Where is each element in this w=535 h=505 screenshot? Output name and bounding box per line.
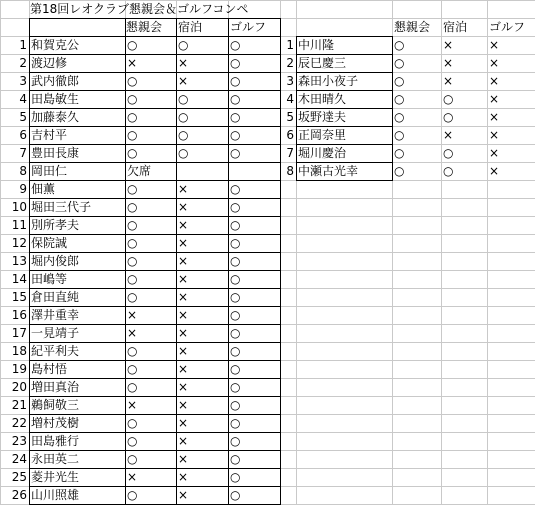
- member-name[interactable]: 山川照雄: [31, 488, 80, 502]
- member-name[interactable]: 永田英二: [31, 452, 80, 466]
- konshinkai-mark[interactable]: ○: [127, 272, 138, 286]
- shukuhaku-mark[interactable]: ○: [178, 92, 189, 106]
- member-name[interactable]: 中川隆: [298, 38, 335, 52]
- shukuhaku-mark[interactable]: [177, 162, 228, 180]
- konshinkai-mark[interactable]: ○: [127, 38, 138, 52]
- member-name[interactable]: 菱井光生: [31, 470, 80, 484]
- golf-mark[interactable]: [229, 162, 280, 180]
- row-number[interactable]: 10: [11, 200, 27, 214]
- golf-mark[interactable]: ○: [230, 452, 241, 466]
- shukuhaku-mark[interactable]: ○: [178, 110, 189, 124]
- row-number[interactable]: 13: [11, 254, 27, 268]
- golf-mark[interactable]: ×: [489, 92, 500, 106]
- row-number[interactable]: 7: [286, 146, 294, 160]
- golf-mark[interactable]: ×: [489, 164, 500, 178]
- shukuhaku-mark[interactable]: ×: [178, 362, 189, 376]
- row-number[interactable]: 7: [19, 146, 27, 160]
- konshinkai-mark[interactable]: ○: [127, 182, 138, 196]
- row-number[interactable]: 4: [19, 92, 27, 106]
- shukuhaku-mark[interactable]: ○: [178, 128, 189, 142]
- golf-mark[interactable]: ○: [230, 200, 241, 214]
- member-name[interactable]: 正岡奈里: [298, 128, 347, 142]
- row-number[interactable]: 3: [19, 74, 27, 88]
- row-number[interactable]: 6: [19, 128, 27, 142]
- shukuhaku-mark[interactable]: ×: [178, 416, 189, 430]
- golf-mark[interactable]: ○: [230, 110, 241, 124]
- konshinkai-mark[interactable]: ○: [127, 290, 138, 304]
- shukuhaku-mark[interactable]: ×: [178, 452, 189, 466]
- golf-mark[interactable]: ○: [230, 92, 241, 106]
- row-number[interactable]: 11: [11, 218, 27, 232]
- member-name[interactable]: 辰巳慶三: [298, 56, 347, 70]
- row-number[interactable]: 25: [11, 470, 27, 484]
- golf-mark[interactable]: ○: [230, 182, 241, 196]
- row-number[interactable]: 18: [11, 344, 27, 358]
- konshinkai-mark[interactable]: ○: [394, 164, 405, 178]
- shukuhaku-mark[interactable]: ×: [178, 398, 189, 412]
- golf-mark[interactable]: ○: [230, 74, 241, 88]
- header-shukuhaku-right[interactable]: 宿泊: [443, 20, 468, 34]
- row-number[interactable]: 3: [286, 74, 294, 88]
- member-name[interactable]: 田嶋等: [31, 272, 68, 286]
- row-number[interactable]: 22: [11, 416, 27, 430]
- member-name[interactable]: 中瀬古光幸: [298, 164, 359, 178]
- member-name[interactable]: 田島雅行: [31, 434, 80, 448]
- row-number[interactable]: 2: [286, 56, 294, 70]
- member-name[interactable]: 和賀克公: [31, 38, 80, 52]
- member-name[interactable]: 紀平利夫: [31, 344, 80, 358]
- member-name[interactable]: 保院誠: [31, 236, 68, 250]
- golf-mark[interactable]: ○: [230, 488, 241, 502]
- row-number[interactable]: 19: [11, 362, 27, 376]
- member-name[interactable]: 鵜飼敬三: [31, 398, 80, 412]
- member-name[interactable]: 佃薫: [31, 182, 56, 196]
- row-number[interactable]: 12: [11, 236, 27, 250]
- konshinkai-mark[interactable]: ×: [127, 470, 138, 484]
- konshinkai-mark[interactable]: ○: [127, 110, 138, 124]
- member-name[interactable]: 田島敏生: [31, 92, 80, 106]
- shukuhaku-mark[interactable]: ×: [178, 182, 189, 196]
- golf-mark[interactable]: ○: [230, 434, 241, 448]
- member-name[interactable]: 堀田三代子: [31, 200, 92, 214]
- konshinkai-mark[interactable]: ○: [127, 146, 138, 160]
- konshinkai-mark[interactable]: ○: [127, 218, 138, 232]
- konshinkai-mark[interactable]: ○: [127, 92, 138, 106]
- member-name[interactable]: 武内徹郎: [31, 74, 80, 88]
- konshinkai-mark[interactable]: ×: [127, 308, 138, 322]
- member-name[interactable]: 倉田直純: [31, 290, 80, 304]
- golf-mark[interactable]: ○: [230, 128, 241, 142]
- konshinkai-mark[interactable]: ×: [127, 56, 138, 70]
- member-name[interactable]: 一見靖子: [31, 326, 80, 340]
- golf-mark[interactable]: ○: [230, 308, 241, 322]
- row-number[interactable]: 6: [286, 128, 294, 142]
- shukuhaku-mark[interactable]: ×: [178, 488, 189, 502]
- row-number[interactable]: 16: [11, 308, 27, 322]
- golf-mark[interactable]: ○: [230, 38, 241, 52]
- member-name[interactable]: 坂野達夫: [298, 110, 347, 124]
- konshinkai-mark[interactable]: ○: [394, 92, 405, 106]
- golf-mark[interactable]: ×: [489, 128, 500, 142]
- header-shukuhaku-left[interactable]: 宿泊: [178, 20, 203, 34]
- shukuhaku-mark[interactable]: ×: [178, 290, 189, 304]
- konshinkai-mark[interactable]: ○: [127, 380, 138, 394]
- row-number[interactable]: 4: [286, 92, 294, 106]
- shukuhaku-mark[interactable]: ×: [178, 200, 189, 214]
- member-name[interactable]: 澤井重幸: [31, 308, 80, 322]
- golf-mark[interactable]: ×: [489, 110, 500, 124]
- shukuhaku-mark[interactable]: ×: [178, 308, 189, 322]
- shukuhaku-mark[interactable]: ×: [178, 344, 189, 358]
- sheet-title[interactable]: 第18回レオクラブ懇親会＆ゴルフコンペ: [30, 2, 249, 16]
- shukuhaku-mark[interactable]: ○: [178, 146, 189, 160]
- golf-mark[interactable]: ×: [489, 74, 500, 88]
- golf-mark[interactable]: ○: [230, 344, 241, 358]
- shukuhaku-mark[interactable]: ○: [443, 92, 454, 106]
- row-number[interactable]: 26: [11, 488, 27, 502]
- row-number[interactable]: 14: [11, 272, 27, 286]
- header-golf-right[interactable]: ゴルフ: [489, 20, 526, 34]
- row-number[interactable]: 2: [19, 56, 27, 70]
- member-name[interactable]: 堀内俊郎: [31, 254, 80, 268]
- konshinkai-mark[interactable]: ○: [394, 146, 405, 160]
- konshinkai-mark[interactable]: ○: [394, 110, 405, 124]
- member-name[interactable]: 島村悟: [31, 362, 68, 376]
- shukuhaku-mark[interactable]: ×: [178, 434, 189, 448]
- shukuhaku-mark[interactable]: ×: [178, 56, 189, 70]
- member-name[interactable]: 木田晴久: [298, 92, 347, 106]
- row-number[interactable]: 1: [19, 38, 27, 52]
- konshinkai-mark[interactable]: ×: [127, 398, 138, 412]
- shukuhaku-mark[interactable]: ×: [443, 56, 454, 70]
- golf-mark[interactable]: ○: [230, 290, 241, 304]
- shukuhaku-mark[interactable]: ×: [178, 254, 189, 268]
- member-name[interactable]: 増村茂樹: [31, 416, 80, 430]
- shukuhaku-mark[interactable]: ×: [178, 218, 189, 232]
- member-name[interactable]: 渡辺修: [31, 56, 68, 70]
- golf-mark[interactable]: ×: [489, 146, 500, 160]
- header-golf-left[interactable]: ゴルフ: [230, 20, 267, 34]
- golf-mark[interactable]: ○: [230, 380, 241, 394]
- member-name[interactable]: 別所孝夫: [31, 218, 80, 232]
- konshinkai-mark[interactable]: ○: [127, 236, 138, 250]
- row-number[interactable]: 8: [19, 164, 27, 178]
- konshinkai-mark[interactable]: ○: [127, 452, 138, 466]
- row-number[interactable]: 23: [11, 434, 27, 448]
- konshinkai-mark[interactable]: ○: [394, 74, 405, 88]
- shukuhaku-mark[interactable]: ○: [443, 110, 454, 124]
- golf-mark[interactable]: ○: [230, 398, 241, 412]
- shukuhaku-mark[interactable]: ×: [443, 38, 454, 52]
- header-konshinkai-left[interactable]: 懇親会: [126, 20, 163, 34]
- row-number[interactable]: 9: [19, 182, 27, 196]
- shukuhaku-mark[interactable]: ○: [443, 146, 454, 160]
- row-number[interactable]: 8: [286, 164, 294, 178]
- konshinkai-mark[interactable]: ○: [127, 254, 138, 268]
- shukuhaku-mark[interactable]: ×: [178, 236, 189, 250]
- member-name[interactable]: 吉村平: [31, 128, 68, 142]
- konshinkai-mark[interactable]: ○: [127, 362, 138, 376]
- row-number[interactable]: 15: [11, 290, 27, 304]
- member-name[interactable]: 堀川慶治: [298, 146, 347, 160]
- member-name[interactable]: 森田小夜子: [298, 74, 359, 88]
- golf-mark[interactable]: ○: [230, 146, 241, 160]
- konshinkai-mark[interactable]: ○: [127, 416, 138, 430]
- border-horizontal: [296, 180, 393, 181]
- row-number[interactable]: 5: [286, 110, 294, 124]
- member-name[interactable]: 加藤泰久: [31, 110, 80, 124]
- golf-mark[interactable]: ×: [489, 56, 500, 70]
- golf-mark[interactable]: ○: [230, 272, 241, 286]
- golf-mark[interactable]: ×: [489, 38, 500, 52]
- konshinkai-mark[interactable]: 欠席: [127, 164, 152, 178]
- shukuhaku-mark[interactable]: ×: [443, 74, 454, 88]
- golf-mark[interactable]: ○: [230, 470, 241, 484]
- golf-mark[interactable]: ○: [230, 236, 241, 250]
- shukuhaku-mark[interactable]: ×: [178, 380, 189, 394]
- member-name[interactable]: 増田真治: [31, 380, 80, 394]
- row-number[interactable]: 1: [286, 38, 294, 52]
- shukuhaku-mark[interactable]: ×: [178, 470, 189, 484]
- konshinkai-mark[interactable]: ○: [394, 56, 405, 70]
- member-name[interactable]: 豊田長康: [31, 146, 80, 160]
- golf-mark[interactable]: ○: [230, 254, 241, 268]
- member-name[interactable]: 岡田仁: [31, 164, 68, 178]
- shukuhaku-mark[interactable]: ×: [178, 272, 189, 286]
- golf-mark[interactable]: ○: [230, 326, 241, 340]
- konshinkai-mark[interactable]: ○: [127, 344, 138, 358]
- shukuhaku-mark[interactable]: ×: [178, 326, 189, 340]
- konshinkai-mark[interactable]: ○: [127, 434, 138, 448]
- golf-mark[interactable]: ○: [230, 362, 241, 376]
- row-number[interactable]: 5: [19, 110, 27, 124]
- konshinkai-mark[interactable]: ○: [127, 200, 138, 214]
- row-number[interactable]: 24: [11, 452, 27, 466]
- golf-mark[interactable]: ○: [230, 416, 241, 430]
- header-konshinkai-right[interactable]: 懇親会: [394, 20, 431, 34]
- konshinkai-mark[interactable]: ○: [127, 488, 138, 502]
- row-number[interactable]: 17: [11, 326, 27, 340]
- shukuhaku-mark[interactable]: ○: [443, 164, 454, 178]
- shukuhaku-mark[interactable]: ×: [178, 74, 189, 88]
- konshinkai-mark[interactable]: ×: [127, 326, 138, 340]
- konshinkai-mark[interactable]: ○: [394, 38, 405, 52]
- konshinkai-mark[interactable]: ○: [127, 74, 138, 88]
- golf-mark[interactable]: ○: [230, 56, 241, 70]
- row-number[interactable]: 21: [11, 398, 27, 412]
- row-number[interactable]: 20: [11, 380, 27, 394]
- konshinkai-mark[interactable]: ○: [394, 128, 405, 142]
- shukuhaku-mark[interactable]: ×: [443, 128, 454, 142]
- golf-mark[interactable]: ○: [230, 218, 241, 232]
- shukuhaku-mark[interactable]: ○: [178, 38, 189, 52]
- konshinkai-mark[interactable]: ○: [127, 128, 138, 142]
